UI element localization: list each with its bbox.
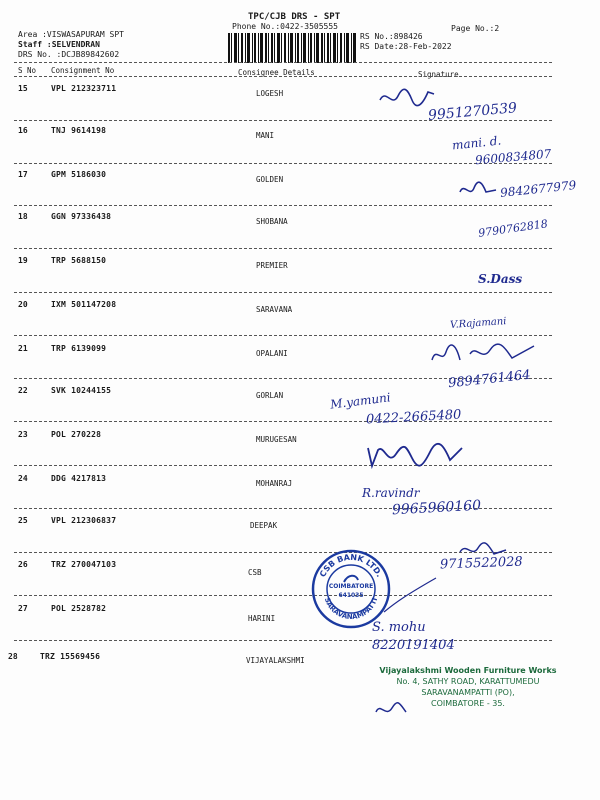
row-divider: [14, 120, 552, 121]
signature-phone: 9600834807: [474, 146, 552, 168]
stamp-bank-name: CSB BANK LTD.: [318, 552, 385, 579]
signature-name: mani. d.: [451, 133, 502, 153]
row-sno: 15: [18, 84, 28, 93]
staff-label: Staff :SELVENDRAN: [18, 40, 100, 49]
row-divider: [14, 163, 552, 164]
sheet-title: TPC/CJB DRS - SPT: [248, 12, 341, 22]
row-divider: [14, 335, 552, 336]
row-consignment: VPL 212306837: [51, 516, 117, 525]
row-consignment: VPL 212323711: [51, 84, 117, 93]
row-consignee: OPALANI: [256, 349, 288, 358]
row-consignment: TRZ 15569456: [40, 652, 101, 661]
row-consignment: TNJ 9614198: [51, 126, 107, 135]
signature-scribble: [366, 442, 466, 470]
signature-phone: 9951270539: [427, 100, 518, 124]
signature-name: M.yamuni: [329, 390, 392, 412]
row-consignment: TRZ 270047103: [51, 560, 117, 569]
row-divider: [14, 595, 552, 596]
row-consignee: GOLDEN: [256, 175, 284, 184]
row-consignee: CSB: [248, 568, 262, 577]
row-consignee: SHOBANA: [256, 217, 288, 226]
bank-logo-icon: [344, 576, 358, 582]
row-sno: 26: [18, 560, 28, 569]
row-consignee: LOGESH: [256, 89, 284, 98]
row-sno: 27: [18, 604, 28, 613]
row-consignment: SVK 10244155: [51, 386, 112, 395]
signature-phone: 0422-2665480: [365, 407, 462, 428]
header-divider-bottom: [14, 76, 552, 77]
row-consignee: MANI: [256, 131, 275, 140]
row-consignee: VIJAYALAKSHMI: [246, 656, 305, 665]
row-consignee: HARINI: [248, 614, 276, 623]
signature-name: S. mohu: [372, 620, 426, 635]
stamp-signature: [380, 572, 440, 616]
signature-name: V.Rajamani: [449, 316, 507, 331]
row-consignee: MURUGESAN: [256, 435, 297, 444]
row-sno: 22: [18, 386, 28, 395]
row-sno: 16: [18, 126, 28, 135]
signature-scribble: [458, 180, 498, 200]
row-sno: 19: [18, 256, 28, 265]
row-sno: 17: [18, 170, 28, 179]
rs-number: RS No.:898426: [360, 32, 423, 41]
col-consignee: Consignee Details: [238, 68, 315, 77]
row-consignment: DDG 4217813: [51, 474, 107, 483]
shop-stamp-name: Vijayalakshmi Wooden Furniture Works: [379, 666, 557, 675]
header-divider-top: [14, 62, 552, 63]
row-divider: [14, 465, 552, 466]
row-sno: 24: [18, 474, 28, 483]
row-divider: [14, 640, 552, 641]
row-divider: [14, 205, 552, 206]
page-number: Page No.:2: [451, 24, 500, 33]
col-sno: S No: [18, 66, 37, 75]
row-divider: [14, 292, 552, 293]
row-divider: [14, 248, 552, 249]
drs-number: DRS No. :DCJB89842602: [18, 50, 120, 59]
shop-stamp-address: No. 4, SATHY ROAD, KARATTUMEDU: [396, 677, 540, 686]
row-sno: 18: [18, 212, 28, 221]
signature-phone: 9715522028: [439, 554, 523, 573]
row-sno: 20: [18, 300, 28, 309]
stamp-city: COIMBATORE: [328, 583, 374, 590]
signature-phone: 9842677979: [499, 178, 577, 200]
signature-phone: 9790762818: [477, 217, 549, 240]
row-consignment: POL 2528782: [51, 604, 107, 613]
barcode: [228, 33, 356, 63]
signature-phone: 9894761464: [447, 367, 532, 392]
row-consignee: GORLAN: [256, 391, 284, 400]
table-row: [0, 382, 600, 426]
table-row: [0, 600, 600, 644]
signature-name: S.Dass: [478, 272, 523, 286]
row-sno: 23: [18, 430, 28, 439]
row-consignment: POL 270228: [51, 430, 102, 439]
row-consignee: SARAVANA: [256, 305, 293, 314]
table-row: [0, 296, 600, 340]
svg-text:SARAVANAMPATTI: [323, 597, 379, 621]
signature-phone: 8220191404: [372, 638, 455, 653]
shop-stamp-city: COIMBATORE - 35.: [431, 699, 505, 708]
row-divider: [14, 421, 552, 422]
row-consignment: TRP 6139099: [51, 344, 107, 353]
shop-stamp-area: SARAVANAMPATTI (PO),: [421, 688, 515, 697]
signature-phone: 9965960160: [391, 497, 482, 519]
table-row: [0, 512, 600, 556]
row-sno: 25: [18, 516, 28, 525]
row-sno: 28: [8, 652, 18, 661]
row-consignee: PREMIER: [256, 261, 288, 270]
col-signature: Signature: [418, 70, 459, 79]
row-consignee: DEEPAK: [250, 521, 278, 530]
stamp-pin: 641035: [338, 592, 364, 599]
signature-name: R.ravindr: [362, 486, 420, 500]
col-consignment: Consignment No: [51, 66, 115, 75]
shop-stamp: [368, 665, 568, 709]
area-label: Area :VISWASAPURAM SPT: [18, 30, 124, 39]
table-row: [0, 426, 600, 470]
rs-date: RS Date:28-Feb-2022: [360, 42, 452, 51]
row-consignment: GPM 5186030: [51, 170, 107, 179]
row-consignment: IXM 501147208: [51, 300, 117, 309]
stamp-branch: SARAVANAMPATTI: [322, 596, 380, 622]
row-consignment: GGN 97336438: [51, 212, 112, 221]
row-consignee: MOHANRAJ: [256, 479, 293, 488]
row-sno: 21: [18, 344, 28, 353]
row-consignment: TRP 5688150: [51, 256, 107, 265]
phone-number: Phone No.:0422-3505555: [232, 22, 338, 31]
signature-scribble: [430, 340, 540, 368]
